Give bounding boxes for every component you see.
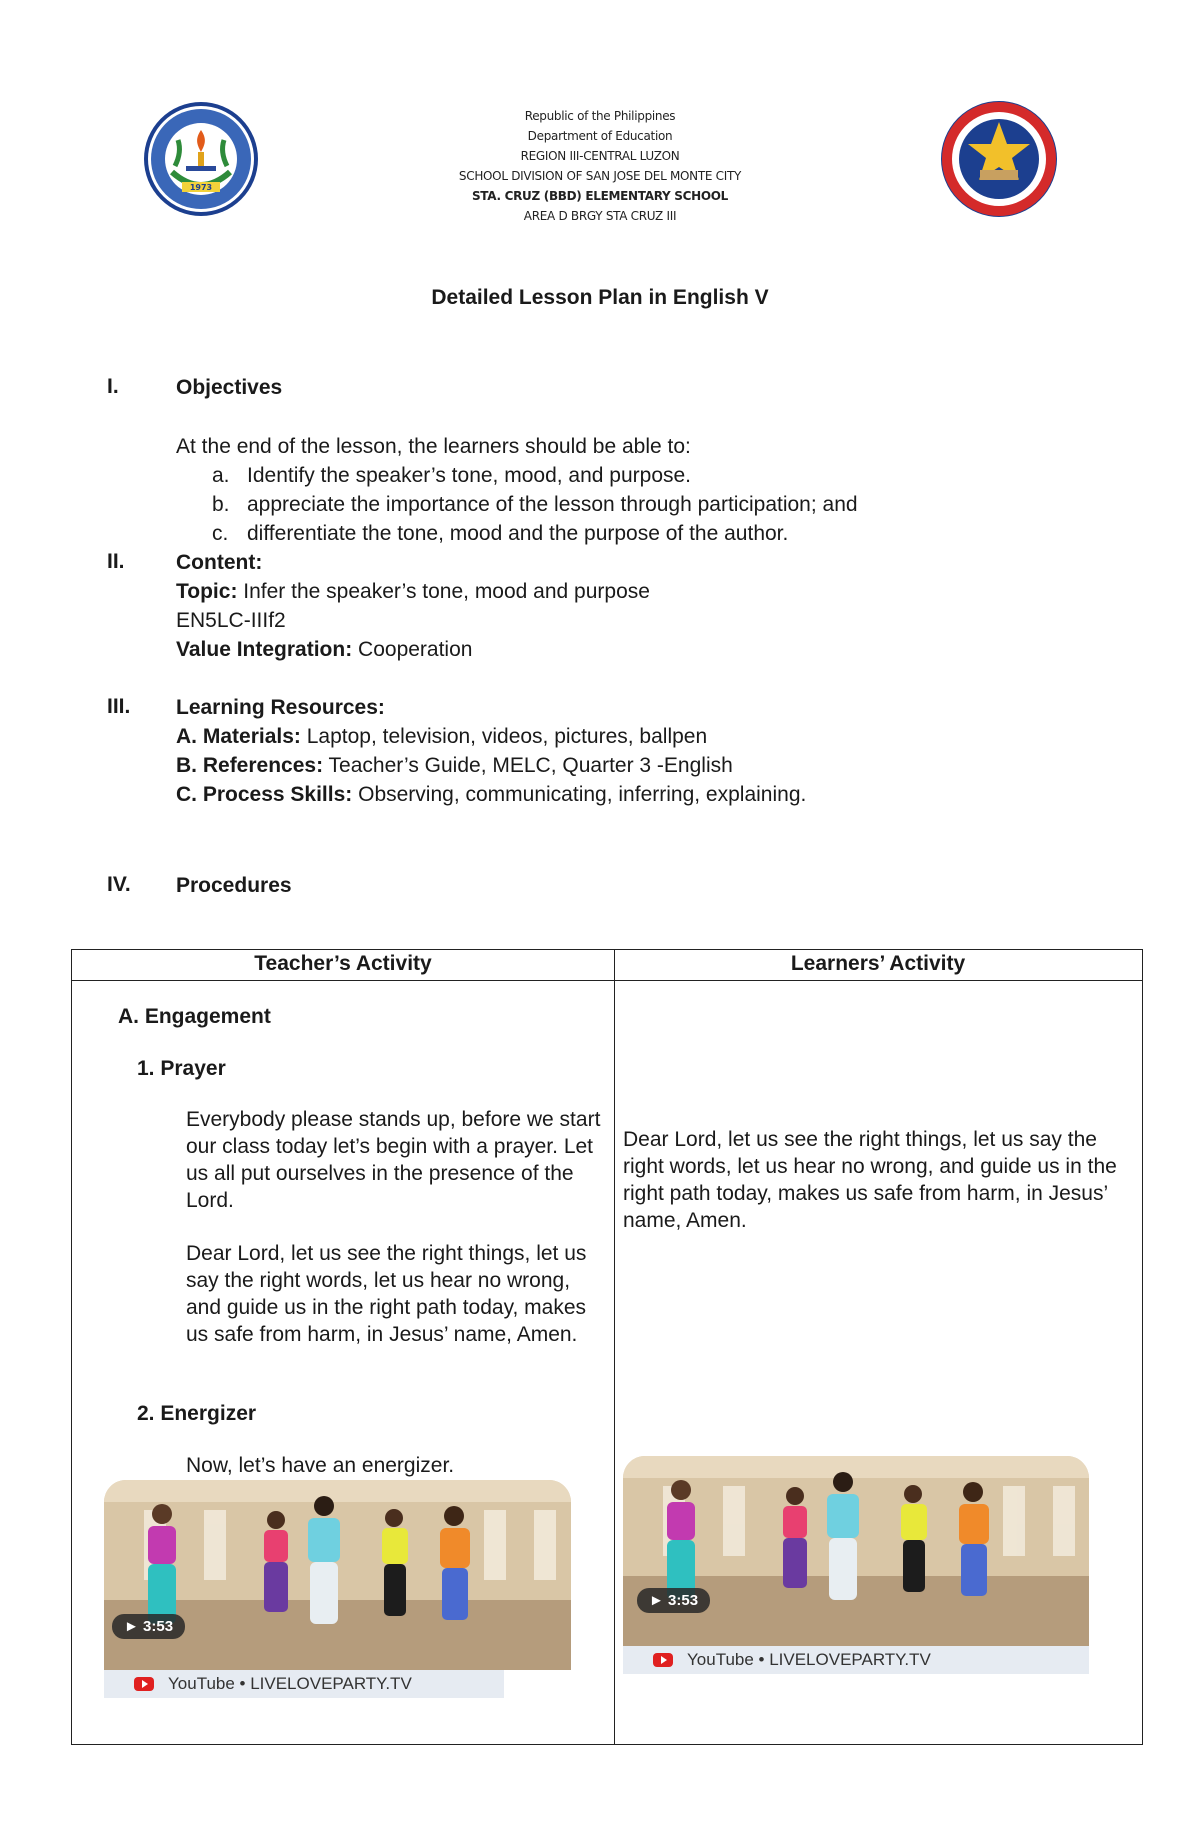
resource-text: Laptop, television, videos, pictures, ballpen <box>306 725 708 748</box>
table-column-divider <box>614 950 615 1744</box>
section-number: IV. <box>107 873 131 896</box>
video-source-caption[interactable] <box>104 1670 504 1698</box>
section-heading-objectives: Objectives <box>176 376 283 399</box>
column-header-learner: Learners’ Activity <box>790 952 966 975</box>
resource-text: Teacher’s Guide, MELC, Quarter 3 -English <box>328 754 733 777</box>
topic-label: Topic: <box>176 580 238 603</box>
list-marker: B. <box>176 754 197 777</box>
energizer-video-thumbnail[interactable] <box>104 1480 571 1670</box>
competency-code: EN5LC-IIIf2 <box>176 609 286 632</box>
topic-text: Infer the speaker’s tone, mood and purpose <box>243 580 650 603</box>
resource-item <box>176 751 733 780</box>
document-title: Detailed Lesson Plan in English V <box>431 286 769 309</box>
column-header-teacher: Teacher’s Activity <box>254 952 432 975</box>
video-source-text: YouTube • LIVELOVEPARTY.TV <box>168 1674 412 1693</box>
list-marker: C. <box>176 783 197 806</box>
value-integration-text: Cooperation <box>358 638 473 661</box>
list-marker: b. <box>212 493 230 516</box>
prayer-intro: Everybody please stands up, before we start our class today let’s begin with a prayer. Let us all put ourselves in the presence of the Lord. <box>186 1108 601 1212</box>
energizer-video-thumbnail[interactable] <box>623 1456 1089 1646</box>
letterhead-line: Republic of the Philippines <box>524 109 676 123</box>
section-number: II. <box>107 550 125 573</box>
resource-label: Materials: <box>202 725 301 748</box>
procedures-table <box>71 949 1143 1745</box>
engagement-heading: A. Engagement <box>118 1005 271 1028</box>
school-seal-logo <box>142 100 260 218</box>
letterhead-line: REGION III-CENTRAL LUZON <box>520 149 680 163</box>
letterhead <box>400 106 800 226</box>
value-integration-line <box>176 635 472 664</box>
learner-prayer-text: Dear Lord, let us see the right things, let us say the right words, let us hear no wrong, and guide us in the right path today, makes us safe from harm, in Jesus’ name, Amen. <box>623 1128 1117 1232</box>
youtube-icon <box>134 1677 154 1691</box>
letterhead-line: Department of Education <box>527 129 673 143</box>
dance-video-frame <box>104 1480 571 1670</box>
list-marker: a. <box>212 464 230 487</box>
energizer-heading: 2. Energizer <box>137 1402 257 1425</box>
resource-label: Process Skills: <box>202 783 353 806</box>
list-marker: A. <box>176 725 197 748</box>
list-marker: c. <box>212 522 229 545</box>
objectives-intro: At the end of the lesson, the learners should be able to: <box>176 435 691 458</box>
resource-item <box>176 722 707 751</box>
section-heading-procedures: Procedures <box>176 874 292 897</box>
video-duration-badge: ► 3:53 <box>637 1588 710 1613</box>
letterhead-line: AREA D BRGY STA CRUZ III <box>523 209 677 223</box>
prayer-heading: 1. Prayer <box>137 1057 226 1080</box>
video-source-text: YouTube • LIVELOVEPARTY.TV <box>687 1650 931 1669</box>
resource-label: References: <box>202 754 324 777</box>
letterhead-school-name: STA. CRUZ (BBD) ELEMENTARY SCHOOL <box>471 189 729 203</box>
deped-seal-logo <box>940 100 1058 218</box>
section-number: I. <box>107 375 119 398</box>
video-source-caption[interactable] <box>623 1646 1089 1674</box>
topic-line <box>176 577 650 606</box>
resource-item <box>176 780 806 809</box>
value-integration-label: Value Integration: <box>176 638 353 661</box>
resource-text: Observing, communicating, inferring, explaining. <box>358 783 807 806</box>
energizer-text: Now, let’s have an energizer. <box>186 1454 455 1477</box>
section-number: III. <box>107 695 131 718</box>
video-duration-badge: ► 3:53 <box>112 1614 185 1639</box>
objective-item: Identify the speaker’s tone, mood, and purpose. <box>247 464 692 487</box>
dance-video-frame <box>623 1456 1089 1646</box>
letterhead-line: SCHOOL DIVISION OF SAN JOSE DEL MONTE CITY <box>458 169 742 183</box>
prayer-text: Dear Lord, let us see the right things, let us say the right words, let us hear no wrong, and guide us in the right path today, makes us safe from harm, in Jesus’ name, Amen. <box>186 1242 587 1346</box>
youtube-icon <box>653 1653 673 1667</box>
section-heading-content: Content: <box>176 551 263 574</box>
objective-item: differentiate the tone, mood and the purpose of the author. <box>247 522 789 545</box>
section-heading-resources: Learning Resources: <box>176 696 385 719</box>
objective-item: appreciate the importance of the lesson through participation; and <box>247 493 858 516</box>
svg-text:1973: 1973 <box>189 183 213 192</box>
